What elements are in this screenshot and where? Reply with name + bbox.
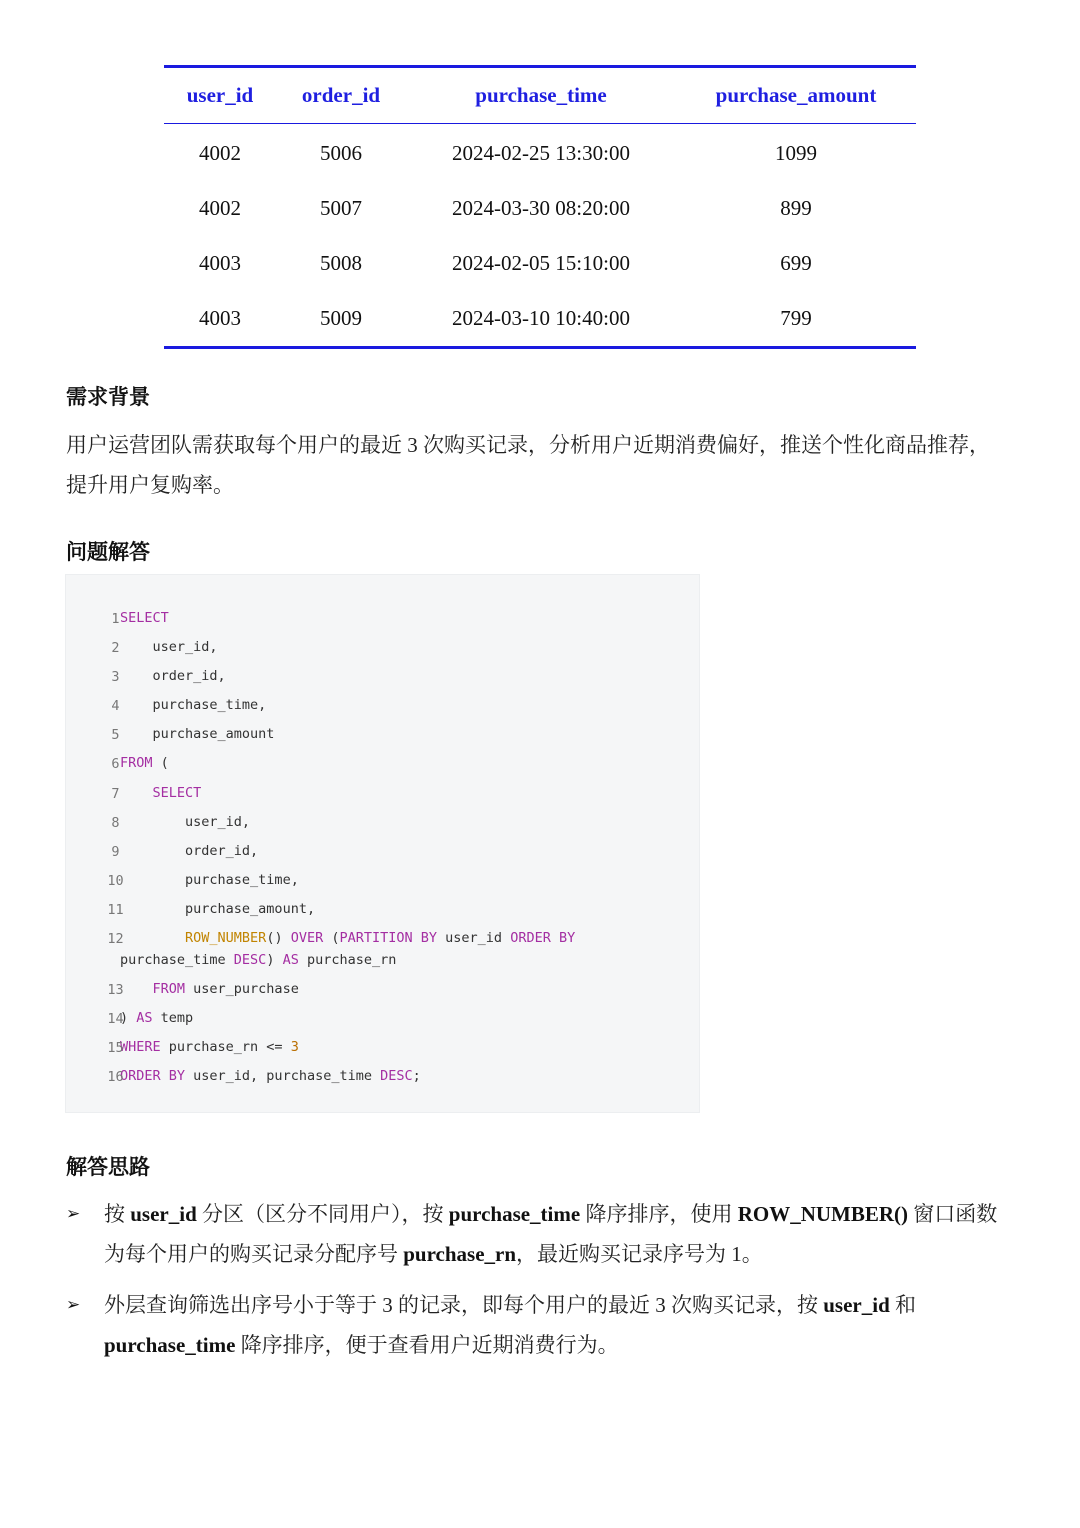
sql-keyword: SELECT	[152, 784, 202, 801]
code-line	[66, 663, 699, 692]
column-header: purchase_amount	[715, 83, 877, 107]
approach-bullet-list	[66, 1194, 1001, 1376]
code-token: order_id,	[120, 668, 226, 685]
code-token: (	[152, 755, 169, 772]
code-text	[120, 838, 640, 862]
code-token: purchase_time,	[120, 871, 299, 888]
bold-term: user_id	[823, 1293, 890, 1317]
bold-term: purchase_rn	[403, 1242, 517, 1266]
sql-keyword: DESC	[233, 952, 267, 969]
table-row	[164, 291, 916, 348]
code-text	[120, 692, 640, 716]
code-line	[66, 867, 699, 896]
code-text	[120, 1034, 640, 1058]
table-row	[164, 124, 916, 182]
bold-term: user_id	[130, 1202, 197, 1226]
code-token: ;	[412, 1068, 421, 1085]
code-text	[120, 605, 640, 629]
line-number: 1	[111, 611, 120, 627]
line-number: 2	[111, 640, 120, 657]
line-number: 3	[111, 669, 120, 686]
code-token: )	[120, 1010, 137, 1027]
code-line	[66, 838, 699, 867]
sql-keyword: WHERE	[120, 1039, 161, 1056]
code-line	[66, 809, 699, 838]
table-cell: 4003	[199, 251, 241, 275]
code-text	[120, 663, 640, 687]
sql-keyword: DESC	[380, 1068, 413, 1085]
sql-keyword: PARTITION BY	[339, 930, 438, 947]
arrow-bullet-icon: ➢	[66, 1204, 81, 1224]
column-header: purchase_time	[475, 83, 607, 107]
code-text	[120, 1063, 640, 1087]
sql-keyword: FROM	[120, 755, 153, 772]
code-text	[120, 1005, 640, 1029]
table-cell: 1099	[775, 141, 817, 165]
line-number: 16	[107, 1069, 124, 1086]
table-row	[164, 236, 916, 291]
code-token: user_id	[437, 930, 511, 947]
purchase-table	[164, 65, 916, 349]
code-text	[120, 896, 640, 920]
code-token: purchase_time,	[120, 697, 267, 714]
line-number: 13	[107, 982, 124, 999]
table-cell: 899	[780, 196, 812, 220]
code-line	[66, 1063, 699, 1092]
code-text	[120, 976, 640, 1000]
code-lines	[66, 605, 699, 1092]
table-cell: 2024-03-30 08:20:00	[452, 196, 630, 220]
bold-term: ROW_NUMBER()	[737, 1202, 909, 1226]
table-cell: 2024-02-05 15:10:00	[452, 251, 630, 275]
table-cell: 699	[780, 251, 812, 275]
code-token: purchase_time	[120, 952, 226, 969]
table-cell: 799	[780, 306, 812, 330]
table-row	[164, 181, 916, 236]
approach-bullet	[66, 1194, 1001, 1274]
column-header: user_id	[186, 83, 254, 107]
table-cell: 5007	[320, 196, 362, 220]
line-number: 7	[111, 785, 120, 802]
code-token: purchase_rn <=	[160, 1039, 291, 1056]
code-line	[66, 721, 699, 750]
section-heading-answer: 问题解答	[66, 540, 150, 564]
table-cell: 4002	[199, 196, 241, 220]
line-number: 9	[111, 843, 120, 860]
table-cell: 5008	[320, 251, 362, 275]
code-token: purchase_amount,	[120, 900, 316, 917]
line-number: 12	[107, 931, 124, 948]
sql-keyword: FROM	[152, 981, 186, 998]
line-number: 14	[107, 1011, 124, 1028]
code-text	[120, 867, 640, 891]
line-number: 10	[107, 872, 124, 889]
code-token: purchase_amount	[120, 726, 275, 743]
section-heading-approach: 解答思路	[66, 1155, 150, 1179]
approach-bullet	[66, 1285, 1001, 1365]
code-text	[120, 809, 640, 833]
line-number: 5	[111, 727, 120, 744]
code-line	[66, 1034, 699, 1063]
code-line	[66, 750, 699, 779]
sql-function: ROW_NUMBER	[185, 930, 267, 947]
line-number: 15	[107, 1040, 124, 1057]
code-token: purchase_rn	[298, 952, 397, 969]
code-text	[120, 634, 640, 658]
code-line	[66, 1005, 699, 1034]
bullet-text: 分区（区分不同用户），按	[196, 1202, 449, 1226]
code-token: user_purchase	[185, 981, 299, 998]
code-token: (	[323, 930, 340, 947]
code-line	[66, 780, 699, 809]
bold-term: purchase_time	[104, 1333, 236, 1357]
sql-keyword: AS	[136, 1010, 153, 1027]
table-cell: 4002	[199, 141, 241, 165]
code-line	[66, 896, 699, 925]
line-number: 8	[111, 814, 120, 831]
table-cell: 5006	[320, 141, 362, 165]
code-line	[66, 634, 699, 663]
code-block[interactable]	[65, 574, 700, 1113]
table-header-row	[164, 67, 916, 124]
bullet-text: 按	[104, 1202, 131, 1226]
table-cell: 4003	[199, 306, 241, 330]
sql-keyword: AS	[282, 952, 299, 969]
bullet-text: 降序排序，便于查看用户近期消费行为。	[235, 1333, 619, 1357]
code-token: )	[266, 952, 283, 969]
code-line	[66, 692, 699, 721]
line-number: 4	[111, 698, 120, 715]
bullet-text: 和	[889, 1293, 917, 1317]
code-text	[120, 750, 640, 774]
code-line	[66, 925, 699, 976]
bold-term: purchase_time	[448, 1202, 581, 1226]
sql-keyword: SELECT	[120, 610, 169, 626]
bullet-text: 窗口函数为每个用户的购买记录分配序号	[104, 1202, 998, 1266]
sql-keyword: OVER	[290, 930, 324, 947]
code-token: user_id, purchase_time	[185, 1068, 381, 1085]
table-cell: 2024-03-10 10:40:00	[452, 306, 630, 330]
code-token: user_id,	[120, 813, 251, 830]
line-number: 6	[111, 756, 120, 773]
section-heading-background: 需求背景	[66, 385, 150, 409]
code-token: user_id,	[120, 639, 218, 656]
code-token: temp	[152, 1010, 194, 1027]
sql-keyword: ORDER BY	[120, 1068, 186, 1085]
sql-keyword: ORDER BY	[510, 930, 576, 947]
table-cell: 5009	[320, 306, 362, 330]
column-header: order_id	[301, 83, 381, 107]
code-text	[120, 721, 640, 745]
code-line	[66, 976, 699, 1005]
code-token: order_id,	[120, 842, 259, 859]
bullet-text: 降序排序，使用	[580, 1202, 738, 1226]
bullet-text: 外层查询筛选出序号小于等于 3 的记录，即每个用户的最近 3 次购买记录，按	[104, 1293, 824, 1317]
code-text	[120, 925, 640, 971]
code-text	[120, 780, 640, 804]
bullet-text: ，最近购买记录序号为 1。	[516, 1242, 763, 1266]
code-line	[66, 605, 699, 634]
line-number: 11	[107, 901, 124, 918]
code-token: ()	[266, 930, 291, 947]
arrow-bullet-icon: ➢	[66, 1295, 81, 1315]
background-paragraph: 用户运营团队需获取每个用户的最近 3 次购买记录，分析用户近期消费偏好，推送个性化商品推荐，提升用户复购率。	[66, 433, 990, 497]
table-cell: 2024-02-25 13:30:00	[452, 141, 630, 165]
sql-number: 3	[290, 1039, 299, 1056]
